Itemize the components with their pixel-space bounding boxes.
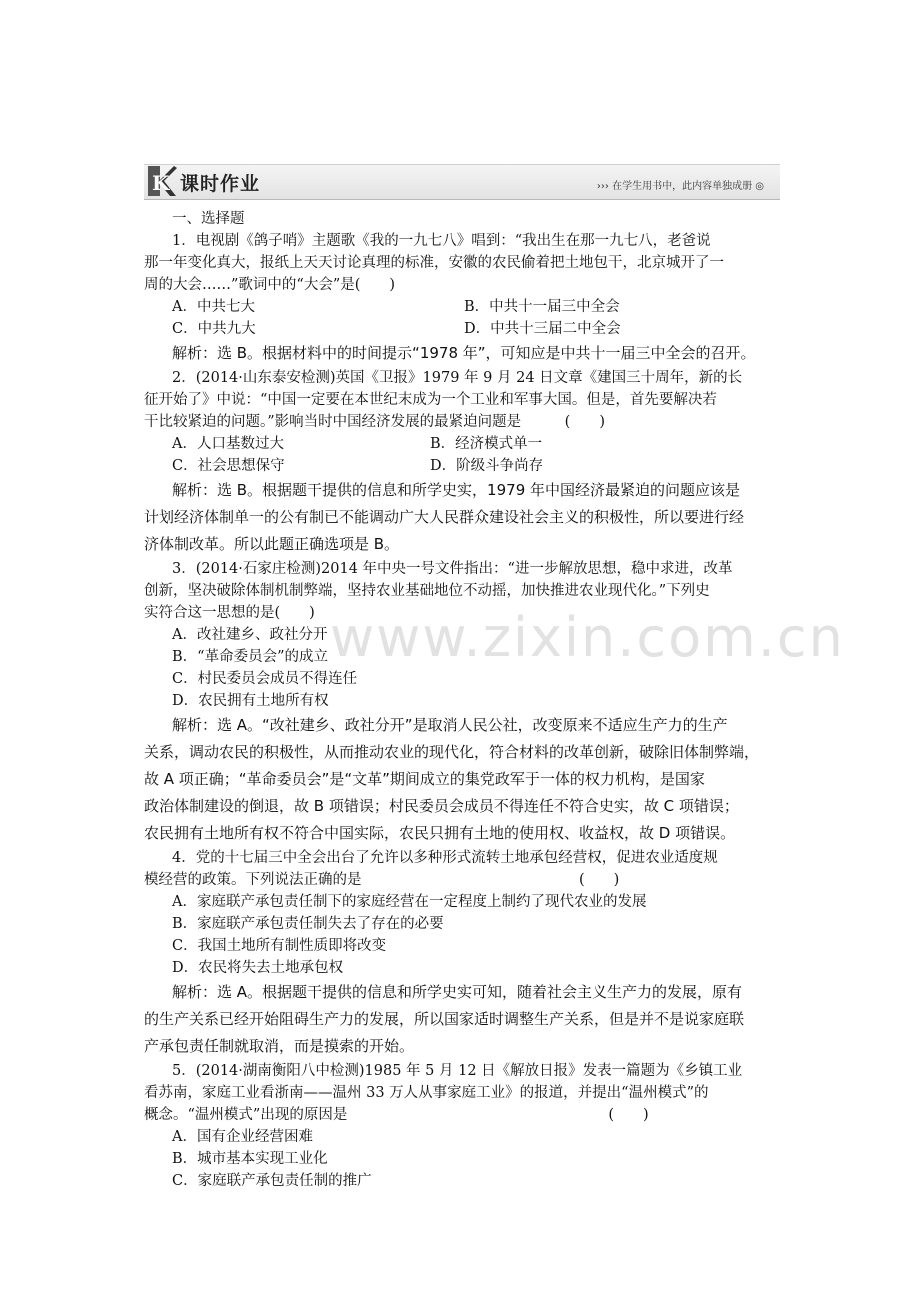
question-4-line-2: 模经营的政策。下列说法正确的是 ( )	[144, 872, 620, 888]
option-a[interactable]: A．国有企业经营困难	[172, 1129, 313, 1145]
k-logo-icon	[146, 164, 178, 198]
question-1-line-3: 周的大会……”歌词中的“大会”是( )	[144, 277, 396, 293]
exercise-content	[144, 208, 784, 1192]
question-3-answer-line-4: 政治体制建设的倒退，故 B 项错误；村民委员会成员不得连任不符合史实，故 C 项错误；	[144, 797, 739, 815]
question-2-options-row-2	[172, 455, 784, 477]
section-banner	[144, 164, 780, 198]
question-2-answer-line-2: 计划经济体制单一的公有制已不能调动广大人民群众建设社会主义的积极性，所以要进行经	[144, 508, 745, 526]
question-3-line-1: 3．(2014·石家庄检测)2014 年中央一号文件指出：“进一步解放思想，稳中求进，改革	[172, 561, 733, 577]
question-2-line-2: 征开始了》中说：“中国一定要在本世纪末成为一个工业和军事大国。但是，首先要解决若	[144, 392, 717, 408]
question-2-answer-line-3: 济体制改革。所以此题正确选项是 B。	[144, 535, 400, 553]
option-c[interactable]: C．我国土地所有制性质即将改变	[172, 938, 387, 954]
option-d[interactable]: D．农民将失去土地承包权	[172, 960, 344, 976]
option-b[interactable]: B．经济模式单一	[430, 436, 543, 452]
question-4-answer-line-3: 产承包责任制就取消，而是摸索的开始。	[144, 1037, 415, 1055]
question-2-line-3: 干比较紧迫的问题。”影响当时中国经济发展的最紧迫问题是 ( )	[144, 414, 605, 430]
question-3-answer-line-5: 农民拥有土地所有权不符合中国实际，农民只拥有土地的使用权、收益权，故 D 项错误。	[144, 824, 736, 842]
question-2-line-1: 2．(2014·山东泰安检测)英国《卫报》1979 年 9 月 24 日文章《建国三十周年，新的长	[172, 370, 743, 386]
question-4-line-1: 4．党的十七届三中全会出台了允许以多种形式流转土地承包经营权，促进农业适度规	[172, 850, 718, 866]
option-b[interactable]: B．“革命委员会”的成立	[172, 649, 328, 665]
question-3-answer-line-2: 关系，调动农民的积极性，从而推动农业的现代化，符合材料的改革创新，破除旧体制弊端，	[144, 743, 760, 761]
banner-note: ››› 在学生用书中，此内容单独成册 ◎	[596, 181, 764, 192]
option-a[interactable]: A．人口基数过大	[172, 436, 284, 452]
watermark: www.zixin.com.cn	[330, 606, 845, 669]
question-3-answer-line-3: 故 A 项正确；“革命委员会”是“文革”期间成立的集党政军于一体的权力机构，是国家	[144, 770, 705, 788]
option-c[interactable]: C．村民委员会成员不得连任	[172, 671, 358, 687]
option-d[interactable]: D．阶级斗争尚存	[430, 458, 544, 474]
option-d[interactable]: D．中共十三届二中全会	[464, 321, 621, 337]
question-3-answer-line-1: 解析：选 A。“改社建乡、政社分开”是取消人民公社，改变原来不适应生产力的生产	[172, 716, 728, 734]
question-2-options-row-1	[172, 433, 784, 455]
option-b[interactable]: B．城市基本实现工业化	[172, 1151, 328, 1167]
question-5-line-3: 概念。“温州模式”出现的原因是 ( )	[144, 1107, 649, 1123]
section-title: 一、选择题	[172, 211, 245, 227]
question-3-line-2: 创新，坚决破除体制机制弊端，坚持农业基础地位不动摇，加快推进农业现代化。”下列史	[144, 583, 710, 599]
question-3-line-3: 实符合这一思想的是( )	[144, 605, 315, 621]
question-2-answer-line-1: 解析：选 B。根据题干提供的信息和所学史实，1979 年中国经济最紧迫的问题应该是	[172, 481, 741, 499]
option-b[interactable]: B．中共十一届三中全会	[464, 299, 620, 315]
question-1-answer: 解析：选 B。根据材料中的时间提示“1978 年”，可知应是中共十一届三中全会的召开。	[172, 344, 756, 362]
question-5-line-2: 看苏南，家庭工业看浙南——温州 33 万人从事家庭工业》的报道，并提出“温州模式”的	[144, 1085, 709, 1101]
option-c[interactable]: C．家庭联产承包责任制的推广	[172, 1173, 372, 1189]
option-c[interactable]: C．中共九大	[172, 321, 256, 337]
option-a[interactable]: A．中共七大	[172, 299, 255, 315]
option-c[interactable]: C．社会思想保守	[172, 458, 285, 474]
question-4-answer-line-1: 解析：选 A。根据题干提供的信息和所学史实可知，随着社会主义生产力的发展，原有	[172, 983, 743, 1001]
option-d[interactable]: D．农民拥有土地所有权	[172, 693, 329, 709]
question-1-options-row-1	[172, 296, 784, 318]
logo-letter: K	[152, 171, 170, 195]
question-1-line-2: 那一年变化真大，报纸上天天讨论真理的标准，安徽的农民偷着把土地包干，北京城开了一	[144, 255, 724, 271]
question-4-answer-line-2: 的生产关系已经开始阻碍生产力的发展，所以国家适时调整生产关系，但是并不是说家庭联	[144, 1010, 745, 1028]
option-b[interactable]: B．家庭联产承包责任制失去了存在的必要	[172, 916, 444, 932]
question-1-options-row-2	[172, 318, 784, 340]
option-a[interactable]: A．改社建乡、政社分开	[172, 627, 328, 643]
question-5-line-1: 5．(2014·湖南衡阳八中检测)1985 年 5 月 12 日《解放日报》发表一篇题为《乡镇工业	[172, 1063, 743, 1079]
question-1-line-1: 1．电视剧《鸽子哨》主题歌《我的一九七八》唱到：“我出生在那一九七八，老爸说	[172, 233, 711, 249]
banner-title: 课时作业	[180, 173, 261, 195]
option-a[interactable]: A．家庭联产承包责任制下的家庭经营在一定程度上制约了现代农业的发展	[172, 894, 647, 910]
